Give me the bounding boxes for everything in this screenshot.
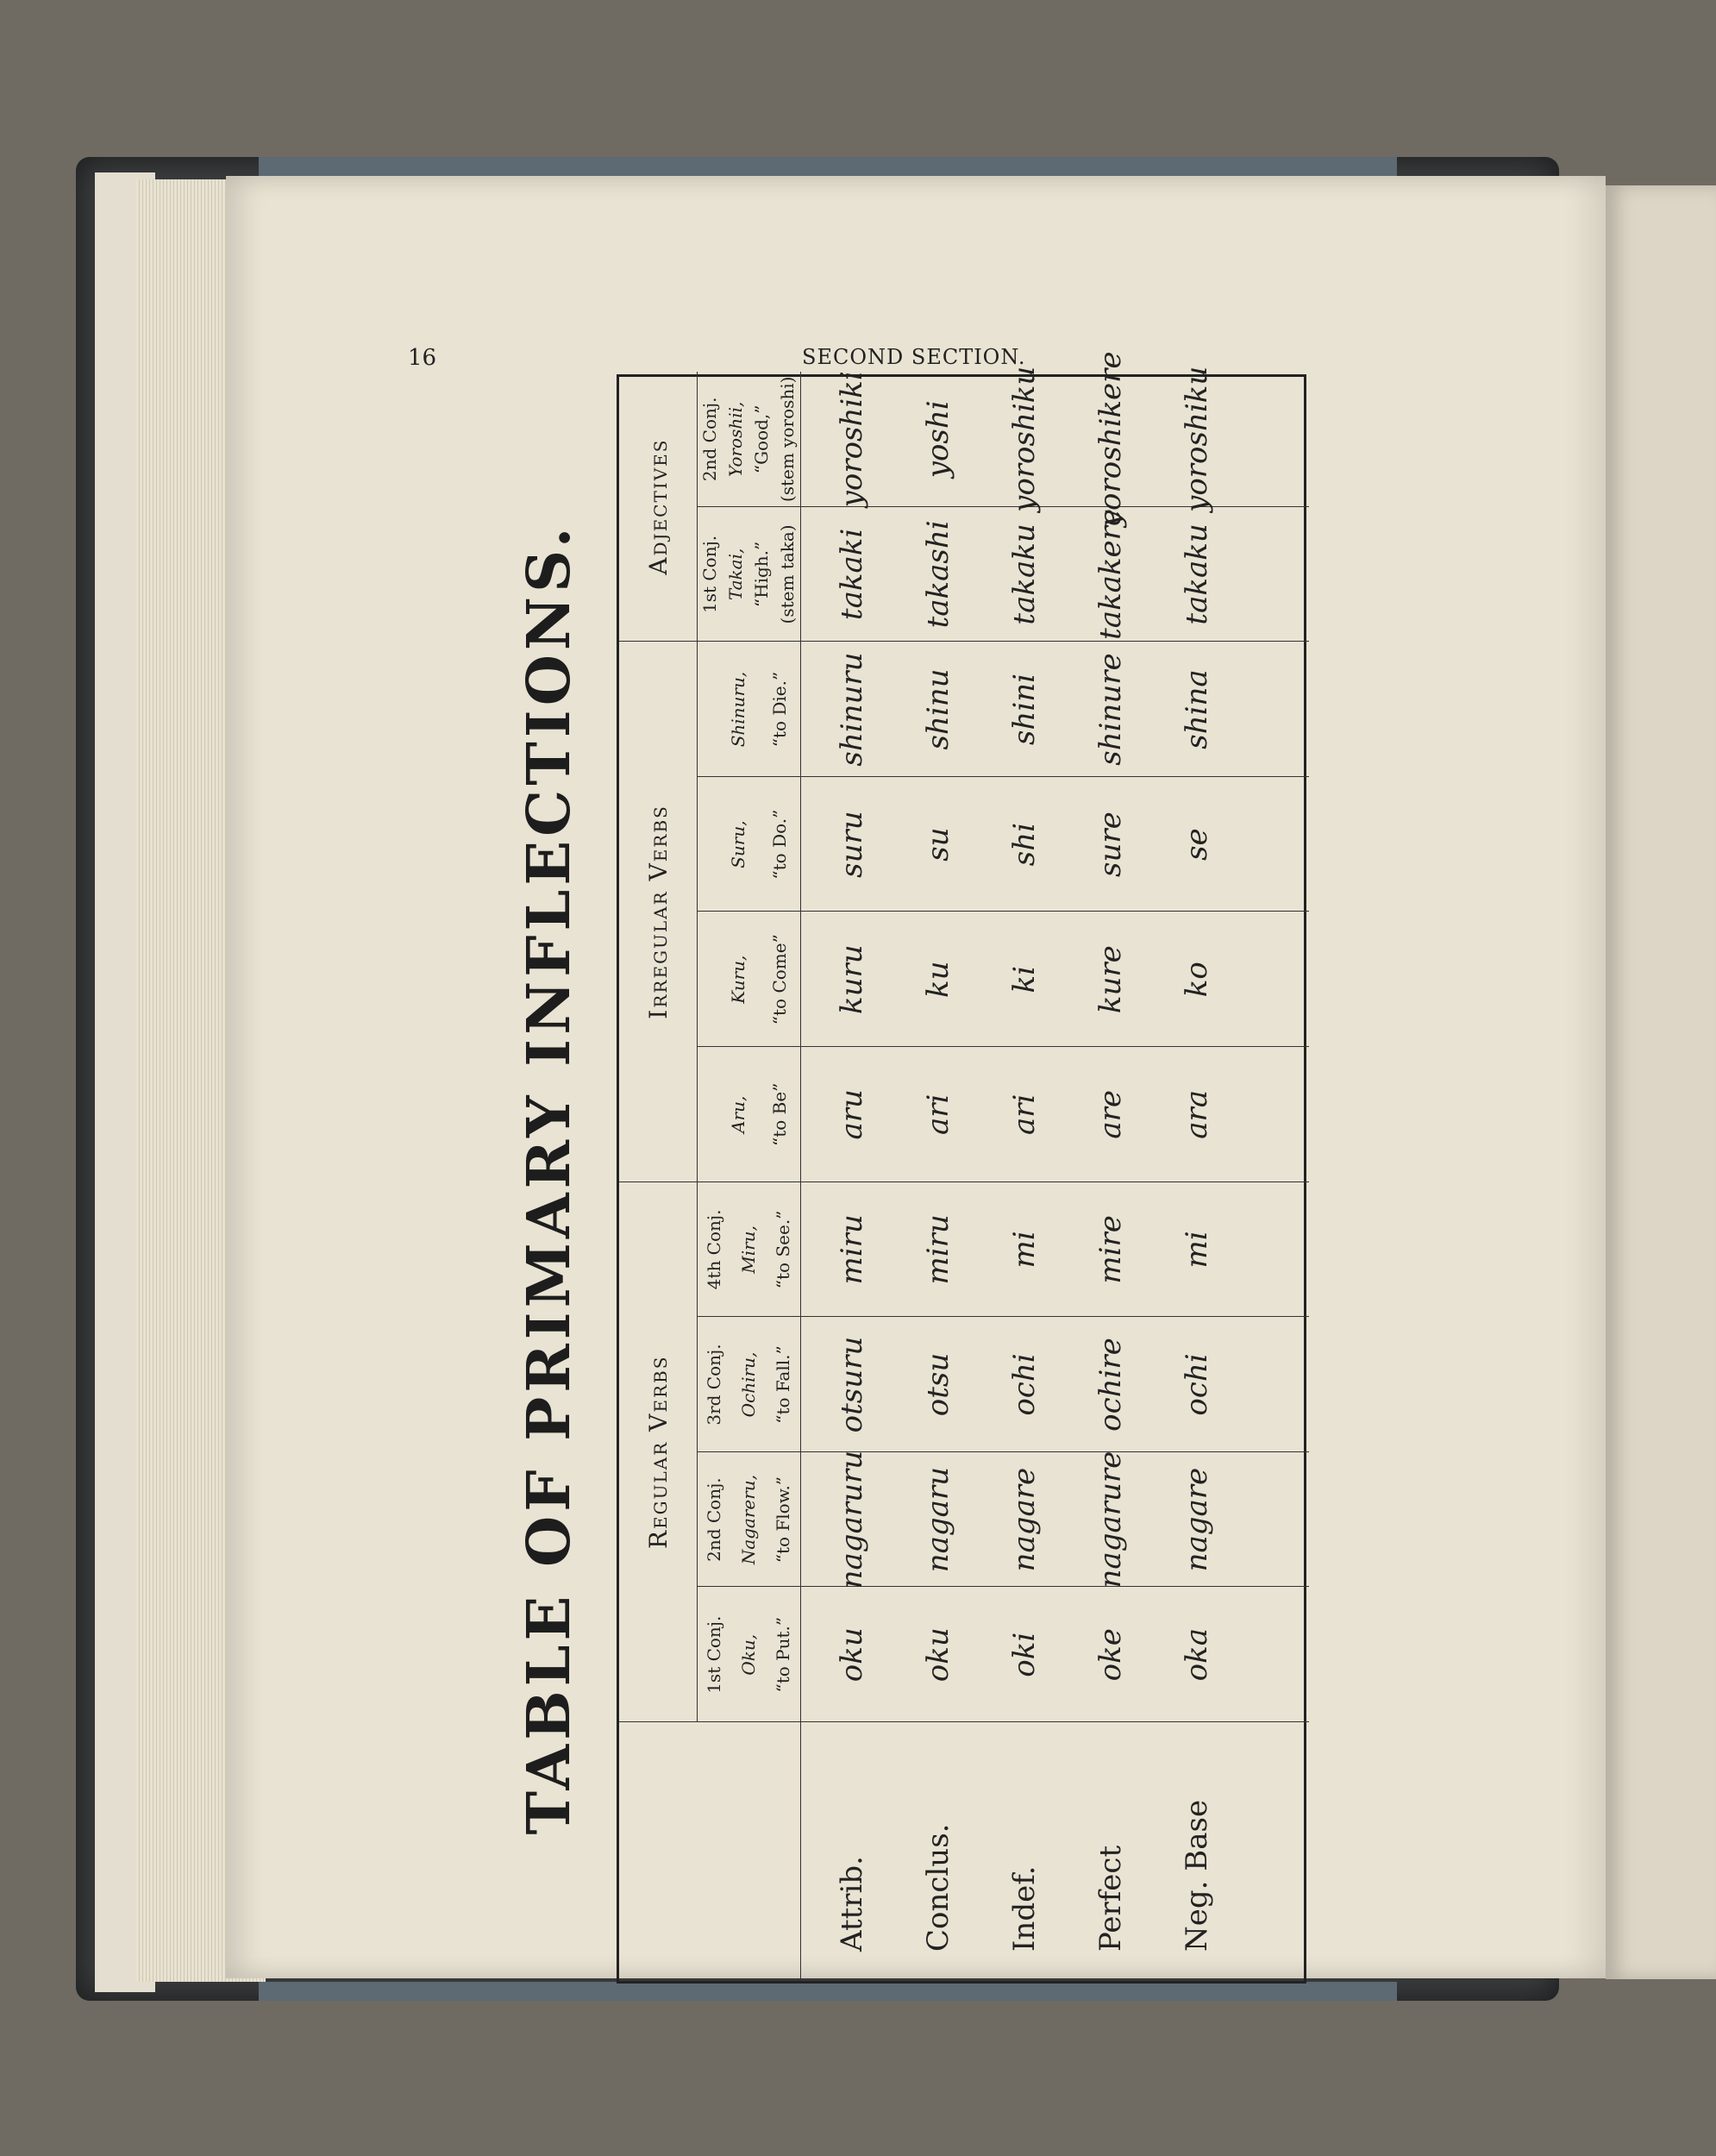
column-gloss: “to Die.”: [769, 671, 790, 748]
column-verb: Nagareru,: [738, 1474, 759, 1565]
inflection-value: mi: [1007, 1231, 1042, 1269]
inflection-value: aru: [835, 1089, 869, 1140]
inflection-value: yoroshiki: [835, 371, 869, 508]
inflection-value: shinu: [921, 668, 955, 750]
column-header: [697, 1587, 800, 1722]
inflection-value: takaku: [1007, 523, 1042, 625]
inflection-value: ku: [921, 961, 955, 998]
inflection-value: shinure: [1093, 653, 1128, 766]
inflection-value: se: [1180, 828, 1214, 861]
inflection-value: yoroshikere: [1093, 351, 1128, 528]
inflection-value: oki: [1007, 1632, 1042, 1677]
column-header: [697, 1182, 800, 1318]
column-gloss: “to Do.”: [769, 809, 790, 880]
inflection-value: kure: [1093, 945, 1128, 1014]
column-verb: Miru,: [738, 1225, 759, 1274]
inflection-value: yoshi: [921, 400, 955, 479]
column-stem: (stem taka): [777, 524, 798, 624]
column-gloss: “High.”: [751, 541, 772, 608]
column-sub: 2nd Conj.: [704, 1477, 724, 1562]
header-divider: [800, 372, 801, 1981]
inflection-value: nagaruru: [835, 1450, 869, 1589]
column-sub: 1st Conj.: [699, 535, 720, 613]
column-gloss: “Good,”: [751, 404, 772, 474]
inflection-value: are: [1093, 1089, 1128, 1139]
column-header: [697, 642, 800, 777]
column-header: [697, 777, 800, 912]
inflection-value: ki: [1007, 965, 1042, 993]
column-header: [697, 1317, 800, 1452]
row-label: Conclus.: [921, 1823, 955, 1952]
inflection-value: ari: [921, 1094, 955, 1136]
inflection-value: otsuru: [835, 1336, 869, 1433]
inflection-value: ara: [1180, 1089, 1214, 1139]
inflection-value: oku: [835, 1627, 869, 1683]
column-stem: (stem yoroshi): [777, 376, 798, 503]
inflection-value: suru: [835, 811, 869, 878]
inflection-value: takakere: [1093, 508, 1128, 640]
inflection-value: shinuru: [835, 652, 869, 767]
cloth-edge-top: [259, 157, 1397, 176]
facing-page: [1606, 185, 1716, 1979]
inflection-value: ochire: [1093, 1338, 1128, 1432]
inflection-value: nagaru: [921, 1466, 955, 1573]
column-header: [697, 1452, 800, 1588]
column-verb: Ochiru,: [738, 1351, 759, 1418]
column-verb: Aru,: [728, 1095, 748, 1133]
row-label: Indef.: [1007, 1865, 1042, 1952]
column-gloss: “to See.”: [773, 1210, 793, 1289]
inflection-value: kuru: [835, 944, 869, 1015]
running-head: SECOND SECTION.: [802, 345, 1026, 369]
inflection-value: mire: [1093, 1215, 1128, 1284]
inflection-value: nagare: [1007, 1467, 1042, 1572]
column-header: [697, 912, 800, 1047]
column-sub: 1st Conj.: [704, 1615, 724, 1694]
inflection-value: takashi: [921, 520, 955, 629]
inflection-value: yoroshiku: [1180, 366, 1214, 512]
column-gloss: “to Flow.”: [773, 1476, 793, 1564]
column-gloss: “to Fall.”: [773, 1345, 793, 1424]
group-header-irregular: Irregular Verbs: [643, 805, 673, 1019]
inflection-value: takaki: [835, 528, 869, 621]
inflection-value: ochi: [1007, 1353, 1042, 1416]
column-sub: 4th Conj.: [704, 1209, 724, 1290]
column-verb: Takai,: [725, 548, 746, 601]
column-header: [697, 507, 800, 642]
inflection-value: yoroshiku: [1007, 366, 1042, 512]
inflection-value: otsu: [921, 1352, 955, 1417]
inflection-value: mi: [1180, 1231, 1214, 1269]
inflection-value: ko: [1180, 962, 1214, 998]
cloth-edge-bottom: [259, 1982, 1397, 2001]
inflection-value: ari: [1007, 1094, 1042, 1136]
column-gloss: “to Be”: [769, 1082, 790, 1147]
column-header: [697, 372, 800, 507]
inflection-value: shi: [1007, 823, 1042, 867]
inflection-value: su: [921, 827, 955, 862]
inflection-value: shini: [1007, 674, 1042, 746]
inflection-value: shina: [1180, 669, 1214, 749]
inflection-value: nagare: [1180, 1467, 1214, 1572]
column-verb: Oku,: [738, 1633, 759, 1676]
inflection-value: takaku: [1180, 523, 1214, 625]
column-gloss: “to Put.”: [773, 1616, 793, 1693]
plate-title: TABLE OF PRIMARY INFLECTIONS.: [515, 523, 584, 1835]
column-header: [697, 1047, 800, 1182]
column-verb: Yoroshii,: [725, 401, 746, 478]
page-number: 16: [408, 345, 437, 371]
group-header-regular: Regular Verbs: [643, 1355, 673, 1550]
group-header-adjectives: Adjectives: [643, 438, 673, 575]
inflection-value: oku: [921, 1627, 955, 1683]
inflection-value: miru: [921, 1214, 955, 1285]
inflection-value: sure: [1093, 812, 1128, 877]
column-verb: Shinuru,: [728, 671, 748, 748]
inflection-value: ochi: [1180, 1353, 1214, 1416]
column-verb: Kuru,: [728, 955, 748, 1004]
column-sub: 2nd Conj.: [699, 397, 720, 482]
inflection-value: oke: [1093, 1628, 1128, 1682]
column-verb: Suru,: [728, 820, 748, 868]
inflection-value: nagarure: [1093, 1451, 1128, 1589]
column-sub: 3rd Conj.: [704, 1344, 724, 1426]
row-label: Neg. Base: [1180, 1799, 1214, 1952]
column-gloss: “to Come”: [769, 934, 790, 1025]
inflection-value: oka: [1180, 1628, 1214, 1682]
inflection-value: miru: [835, 1214, 869, 1285]
row-label: Attrib.: [835, 1856, 869, 1952]
row-label: Perfect: [1093, 1845, 1128, 1952]
